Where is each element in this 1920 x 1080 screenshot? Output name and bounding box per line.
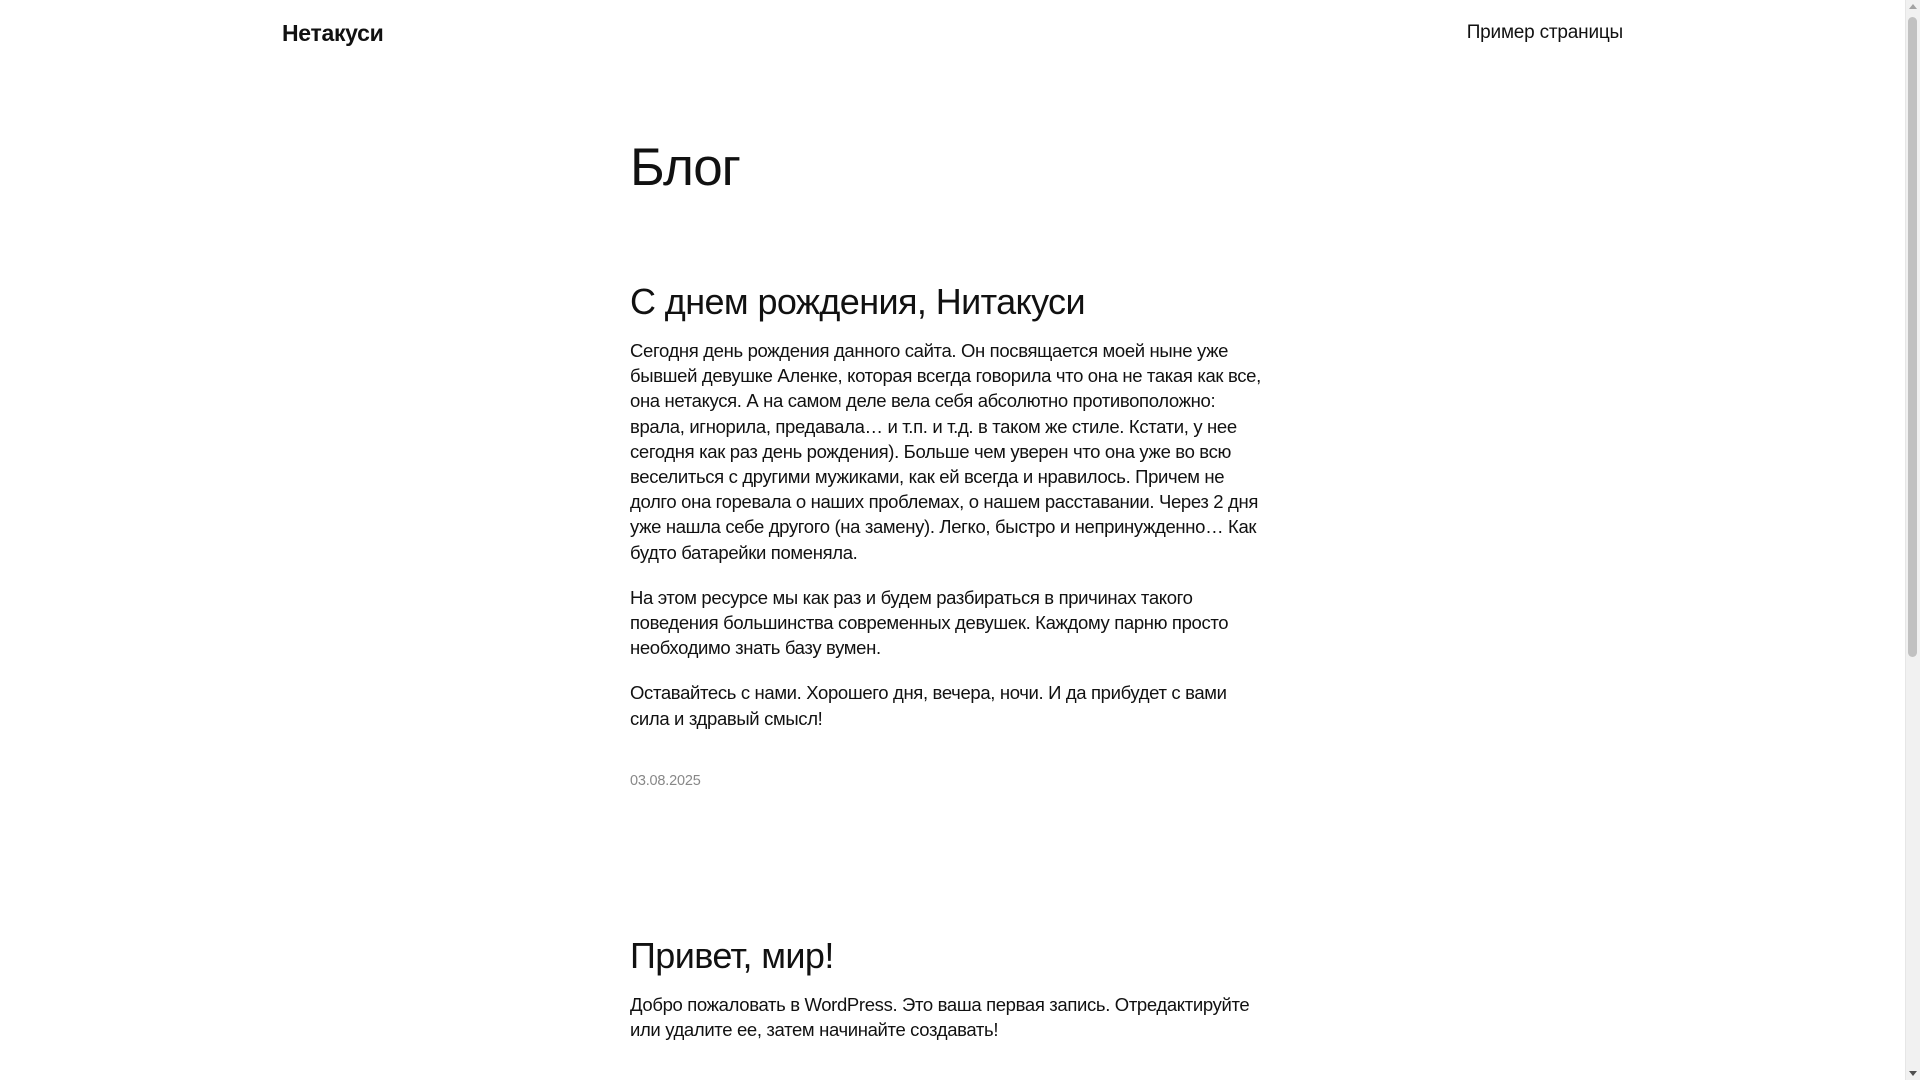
site-title-link[interactable]: Нетакуси xyxy=(282,20,384,46)
post-title-link[interactable]: Привет, мир! xyxy=(630,935,834,976)
post-paragraph: На этом ресурсе мы как раз и будем разбираться в причинах такого поведения большинства современных девушек. Каждому парню просто необходимо знать базу вумен. xyxy=(630,586,1229,659)
post-body xyxy=(630,992,1270,1042)
nav-link-sample-page[interactable]: Пример страницы xyxy=(1466,22,1623,43)
post-paragraph: Сегодня день рождения данного сайта. Он посвящается моей ныне уже бывшей девушке Аленке, которая всегда говорила что она не такая как все, она нетакуся. А на самом деле вела себя абсолютно противоположно: врала, игнорила, предавала… и т.п. и т.д. в таком же стиле. Кстати, у нее сегодня как раз день рождения). Больше чем уверен что она уже во всю веселиться с другими мужиками, как ей всегда и нравилось. Причем не долго она горевала о наших проблемах, о нашем расставании. Через 2 дня уже нашла себе другого (на замену). Легко, быстро и непринужденно… Как будто батарейки поменяла. xyxy=(630,340,1261,563)
page-title: Блог xyxy=(630,138,740,197)
post-body xyxy=(630,338,1270,731)
vertical-scrollbar[interactable] xyxy=(1905,0,1920,1080)
scroll-up-arrow-icon[interactable] xyxy=(1909,4,1917,9)
post-title-link[interactable]: С днем рождения, Нитакуси xyxy=(630,281,1085,322)
post-paragraph: Добро пожаловать в WordPress. Это ваша первая запись. Отредактируйте или удалите ее, затем начинайте создавать! xyxy=(630,994,1250,1041)
post xyxy=(630,278,1270,790)
post-date-link[interactable]: 03.08.2025 xyxy=(630,772,701,789)
scroll-down-arrow-icon[interactable] xyxy=(1909,1071,1917,1076)
scrollbar-thumb[interactable] xyxy=(1908,17,1917,657)
post-paragraph: Оставайтесь с нами. Хорошего дня, вечера, ночи. И да прибудет с вами сила и здравый смысл! xyxy=(630,682,1227,729)
site-header xyxy=(0,0,1905,70)
post xyxy=(630,932,1270,1062)
